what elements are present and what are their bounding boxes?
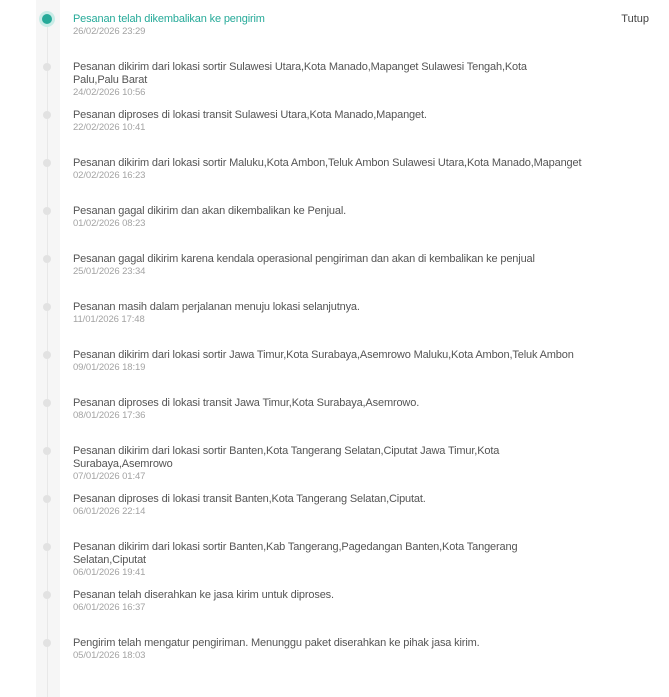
event-message: Pesanan telah diserahkan ke jasa kirim untuk diproses.: [73, 589, 334, 601]
timeline-dot: [43, 159, 51, 167]
event-message: Pesanan telah dikembalikan ke pengirim: [73, 13, 265, 25]
event-timestamp: 06/01/2026 16:37: [73, 602, 146, 613]
timeline-dot: [43, 639, 51, 647]
timeline-dot: [43, 303, 51, 311]
event-message: Pesanan gagal dikirim dan akan dikembalikan ke Penjual.: [73, 205, 347, 217]
event-timestamp: 05/01/2026 18:03: [73, 650, 146, 661]
timeline-dot-active: [42, 14, 52, 24]
timeline-dot: [43, 63, 51, 71]
timeline-dot: [43, 111, 51, 119]
timeline-dot: [43, 399, 51, 407]
event-message: Pesanan dikirim dari lokasi sortir Banten,Kota Tangerang Selatan,Ciputat Jawa Timur,Kota Surabaya,Asemrowo: [73, 445, 500, 470]
timeline-dot: [43, 447, 51, 455]
event-timestamp: 11/01/2026 17:48: [73, 314, 145, 325]
event-timestamp: 09/01/2026 18:19: [73, 362, 146, 373]
event-message: Pesanan dikirim dari lokasi sortir Banten,Kab Tangerang,Pagedangan Banten,Kota Tangerang Selatan,Ciputat: [73, 541, 518, 566]
event-timestamp: 25/01/2026 23:34: [73, 266, 146, 277]
event-timestamp: 06/01/2026 22:14: [73, 506, 146, 517]
event-timestamp: 01/02/2026 08:23: [73, 218, 146, 229]
event-message: Pesanan diproses di lokasi transit Jawa Timur,Kota Surabaya,Asemrowo.: [73, 397, 420, 409]
event-message: Pesanan diproses di lokasi transit Banten,Kota Tangerang Selatan,Ciputat.: [73, 493, 426, 505]
event-message: Pesanan masih dalam perjalanan menuju lokasi selanjutnya.: [73, 301, 360, 313]
event-message: Pesanan diproses di lokasi transit Sulawesi Utara,Kota Manado,Mapanget.: [73, 109, 427, 121]
timeline-dot: [43, 543, 51, 551]
event-message: Pesanan dikirim dari lokasi sortir Maluku,Kota Ambon,Teluk Ambon Sulawesi Utara,Kota Manado,Mapanget: [73, 157, 582, 169]
event-message: Pesanan dikirim dari lokasi sortir Sulawesi Utara,Kota Manado,Mapanget Sulawesi Tengah,Kota Palu,Palu Barat: [73, 61, 527, 86]
timeline-dot: [43, 351, 51, 359]
timeline-dot: [43, 255, 51, 263]
timeline-dot: [43, 495, 51, 503]
event-timestamp: 06/01/2026 19:41: [73, 567, 146, 578]
close-button[interactable]: Tutup: [621, 13, 649, 25]
event-timestamp: 02/02/2026 16:23: [73, 170, 146, 181]
event-timestamp: 26/02/2026 23:29: [73, 26, 146, 37]
event-message: Pengirim telah mengatur pengiriman. Menunggu paket diserahkan ke pihak jasa kirim.: [73, 637, 480, 649]
event-message: Pesanan gagal dikirim karena kendala operasional pengiriman dan akan di kembalikan ke penjual: [73, 253, 535, 265]
event-timestamp: 07/01/2026 01:47: [73, 471, 146, 482]
event-timestamp: 24/02/2026 10:56: [73, 87, 146, 98]
event-message: Pesanan dikirim dari lokasi sortir Jawa Timur,Kota Surabaya,Asemrowo Maluku,Kota Ambon,Teluk Ambon: [73, 349, 574, 361]
event-timestamp: 08/01/2026 17:36: [73, 410, 146, 421]
event-timestamp: 22/02/2026 10:41: [73, 122, 146, 133]
timeline-dot: [43, 207, 51, 215]
timeline-dot: [43, 591, 51, 599]
